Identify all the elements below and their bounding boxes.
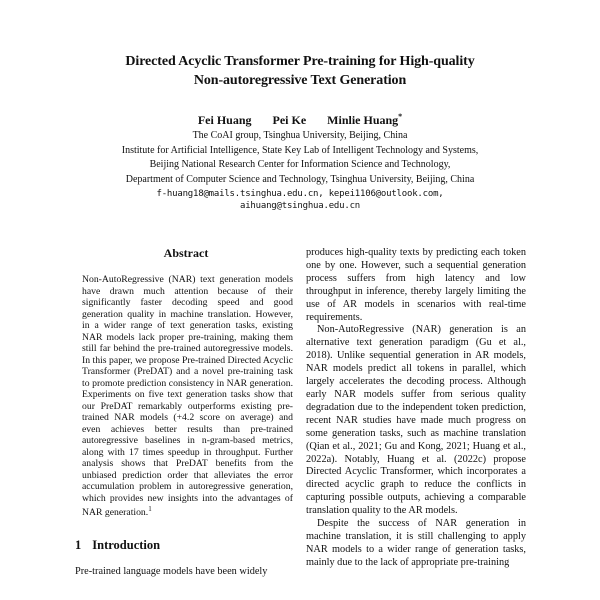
email-line-2: aihuang@tsinghua.edu.cn: [239, 201, 361, 211]
right-column: [306, 247, 526, 600]
abstract-text: [82, 274, 293, 519]
affiliation-line-3: Beijing National Research Center for Information Science and Technology,: [149, 159, 451, 170]
affiliation-line-4: Department of Computer Science and Technology, Tsinghua University, Beijing, China: [125, 173, 475, 185]
left-column: [75, 246, 297, 600]
author-2-name: Pei Ke: [272, 113, 307, 127]
abstract-body-text: Non-AutoRegressive (NAR) text generation models have drawn much attention because of their significantly faster decoding speed and good generation quality in machine translation. However, in a wider range of text generation tasks, existing NAR models lack proper pre-training, making them still far behind the pre-trained autoregressive models. In this paper, we propose Pre-trained Directed Acyclic Transformer (PreDAT) and a novel pre-training task to promote prediction consistency in NAR generation. Experiments on five text generation tasks show that our PreDAT remarkably outperforms existing pre-trained NAR models (+4.2 score on average) and even achieves better results than pre-trained autoregressive baselines in n-gram-based metrics, along with 17 times speedup in throughput. Further analysis shows that PreDAT benefits from the unbiased prediction order that alleviates the error accumulation problem in autoregressive generation, which provides new insights into the advantages of NAR generation.: [82, 274, 293, 519]
author-2: [273, 113, 307, 128]
affiliation-line-2: Institute for Artificial Intelligence, State Key Lab of Intelligent Technology and Systems,: [121, 144, 479, 156]
body-paragraph-1: produces high-quality texts by predicting each token one by one. However, such a sequential generation process suffers from high latency and low throughput in inference, thereby largely limiting the use of AR models in scenarios with real-time requirements.: [306, 247, 526, 323]
affiliations-block: [60, 129, 540, 187]
title-line-2: Non-autoregressive Text Generation: [193, 73, 407, 88]
author-1-name: Fei Huang: [197, 113, 252, 127]
section-1-title: Introduction: [92, 537, 161, 552]
title-line-1: Directed Acyclic Transformer Pre-training for High-quality: [125, 54, 475, 69]
email-line-1: f-huang18@mails.tsinghua.edu.cn, kepei1106@outlook.com,: [156, 189, 444, 199]
paper-title: [80, 52, 520, 90]
author-3-name: Minlie Huang: [327, 113, 399, 127]
body-paragraph-2: Non-AutoRegressive (NAR) generation is an alternative text generation paradigm (Gu et al., 2018). Unlike sequential generation in AR models, NAR models predict all tokens in parallel, which largely accelerates the decoding process. Although early NAR models suffer from serious quality degradation due to the independent token prediction, recent NAR studies have made much progress on some generation tasks, such as machine translation (Qian et al., 2021; Gu and Kong, 2021; Huang et al., 2022a). Notably, Huang et al. (2022c) propose Directed Acyclic Transformer, which incorporates a directed acyclic graph to reduce the conflicts in capturing possible outputs, achieving a comparable translation quality to the AR models.: [306, 324, 526, 517]
author-3: [327, 112, 402, 128]
emails-block: [80, 188, 520, 212]
intro-paragraph: Pre-trained language models have been widely: [75, 565, 268, 577]
affiliation-line-1: The CoAI group, Tsinghua University, Beijing, China: [192, 130, 408, 141]
author-3-marker: *: [398, 112, 403, 121]
body-paragraph-3: Despite the success of NAR generation in machine translation, it is still challenging to apply NAR models to a wider range of generation tasks, mainly due to the lack of appropriate pre-training: [306, 518, 526, 568]
section-1-number: 1: [75, 537, 82, 552]
section-1-heading: [75, 538, 297, 553]
authors-line: [80, 112, 520, 128]
abstract-heading: Abstract: [163, 246, 209, 260]
author-1: [198, 113, 252, 128]
footnote-marker: 1: [148, 505, 152, 513]
